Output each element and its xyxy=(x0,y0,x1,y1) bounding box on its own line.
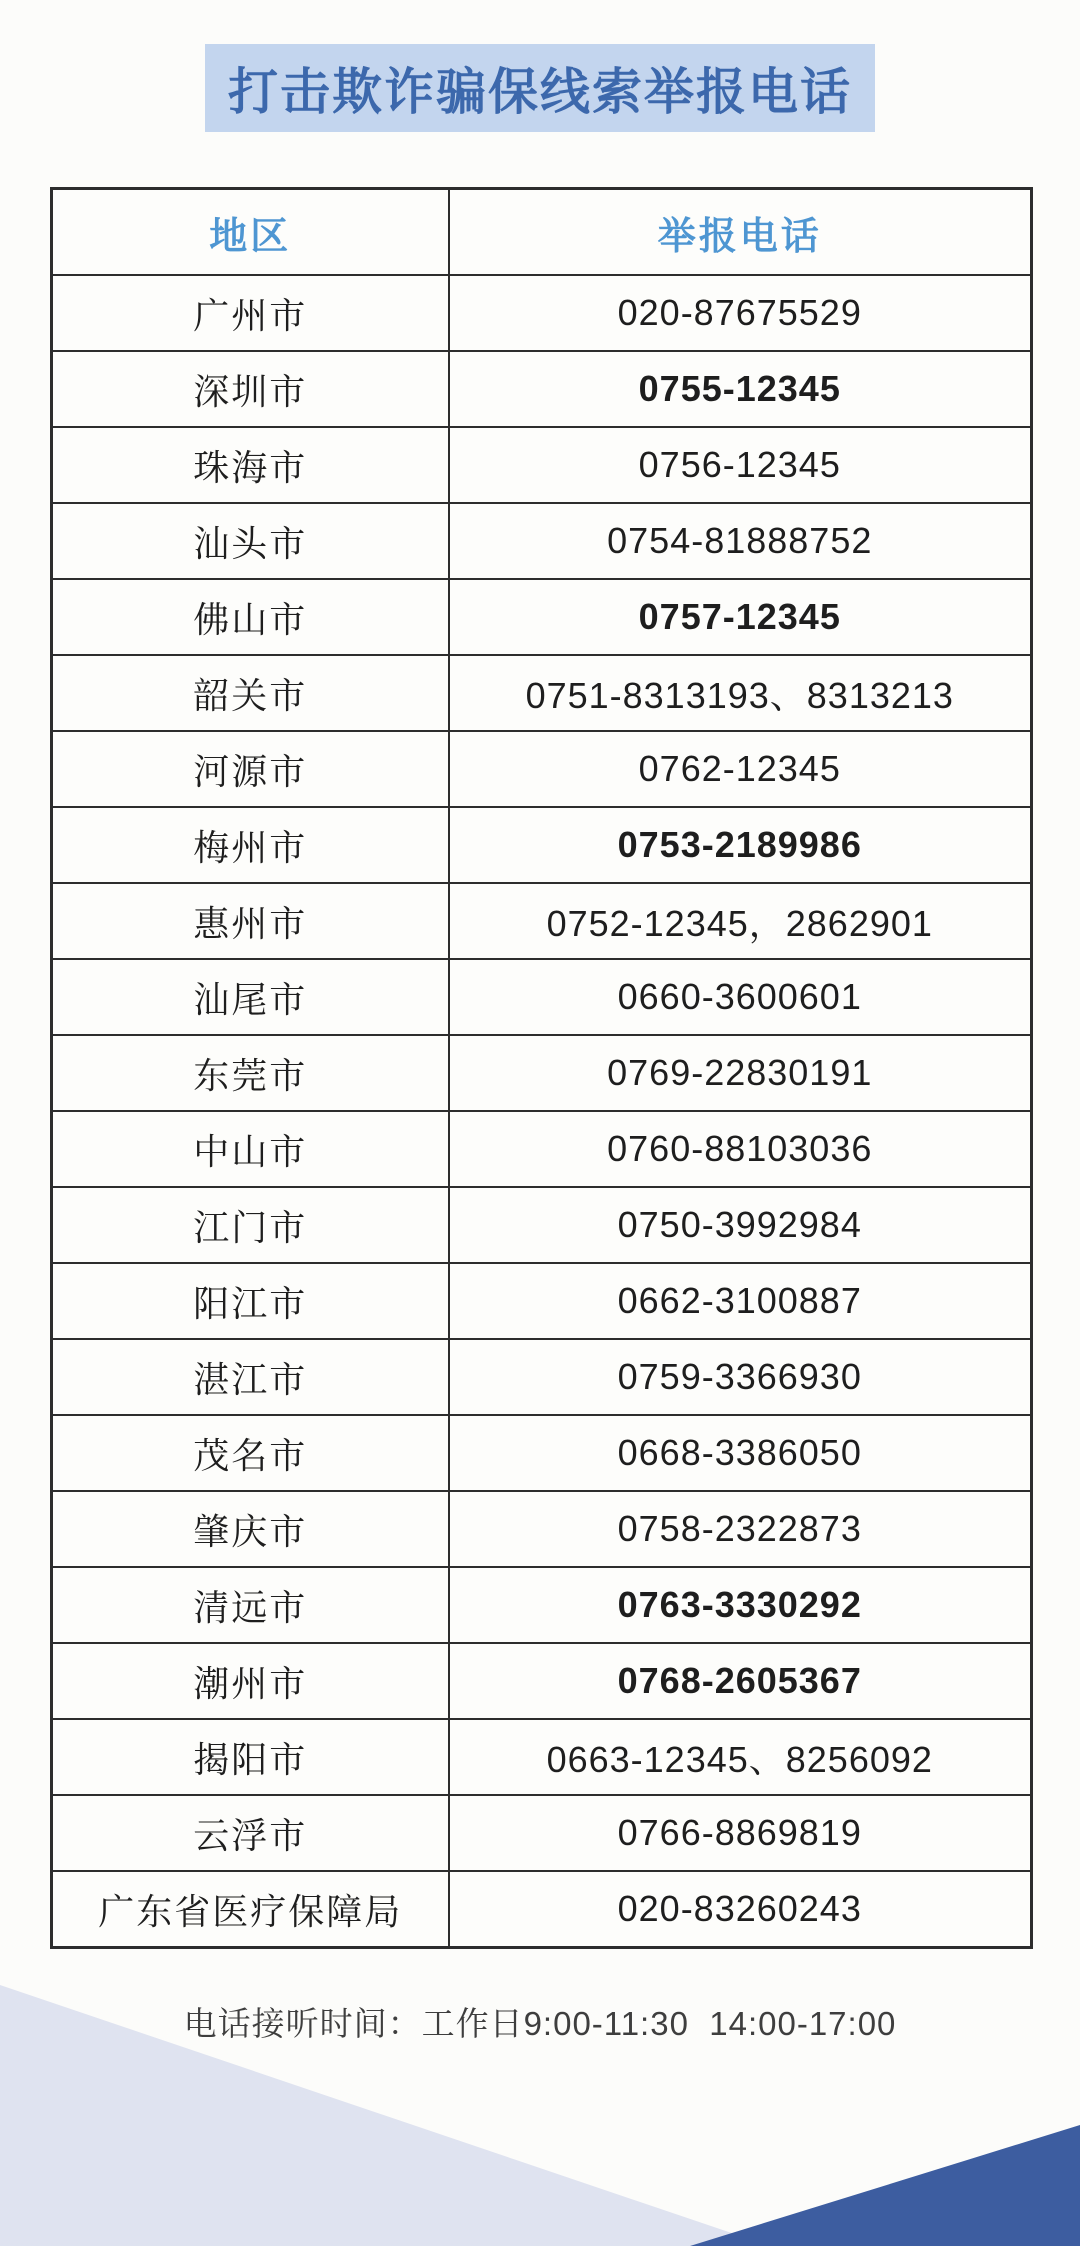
region-cell: 汕头市 xyxy=(52,503,449,579)
table-row xyxy=(52,1339,1032,1415)
phone-cell: 0769-22830191 xyxy=(449,1035,1032,1111)
table-row xyxy=(52,959,1032,1035)
header-row xyxy=(52,189,1032,276)
phone-cell: 020-83260243 xyxy=(449,1871,1032,1948)
phone-cell: 0763-3330292 xyxy=(449,1567,1032,1643)
phone-cell: 0752-12345，2862901 xyxy=(449,883,1032,959)
phone-cell: 0755-12345 xyxy=(449,351,1032,427)
phone-cell: 0663-12345、8256092 xyxy=(449,1719,1032,1795)
region-cell: 揭阳市 xyxy=(52,1719,449,1795)
table-row xyxy=(52,1415,1032,1491)
region-cell: 梅州市 xyxy=(52,807,449,883)
phone-cell: 0668-3386050 xyxy=(449,1415,1032,1491)
phone-cell: 0660-3600601 xyxy=(449,959,1032,1035)
region-cell: 汕尾市 xyxy=(52,959,449,1035)
region-cell: 河源市 xyxy=(52,731,449,807)
region-cell: 茂名市 xyxy=(52,1415,449,1491)
table-row xyxy=(52,1187,1032,1263)
table-row xyxy=(52,427,1032,503)
table-row xyxy=(52,579,1032,655)
region-cell: 广州市 xyxy=(52,275,449,351)
page-title-banner xyxy=(205,44,875,132)
table-row xyxy=(52,807,1032,883)
region-cell: 深圳市 xyxy=(52,351,449,427)
region-cell: 肇庆市 xyxy=(52,1491,449,1567)
region-cell: 佛山市 xyxy=(52,579,449,655)
table-row xyxy=(52,1567,1032,1643)
footer-note: 电话接听时间：工作日9:00-11:30 14:00-17:00 xyxy=(183,2005,897,2042)
phone-cell: 0758-2322873 xyxy=(449,1491,1032,1567)
table-row xyxy=(52,351,1032,427)
phone-cell: 0753-2189986 xyxy=(449,807,1032,883)
report-table xyxy=(50,187,1033,1949)
table-row xyxy=(52,1111,1032,1187)
header-cell-phone: 举报电话 xyxy=(449,189,1032,276)
page-title: 打击欺诈骗保线索举报电话 xyxy=(228,64,852,120)
region-cell: 惠州市 xyxy=(52,883,449,959)
table-row xyxy=(52,731,1032,807)
phone-cell: 0768-2605367 xyxy=(449,1643,1032,1719)
table-row xyxy=(52,1795,1032,1871)
table-row xyxy=(52,275,1032,351)
table-row xyxy=(52,1871,1032,1948)
table-row xyxy=(52,503,1032,579)
phone-cell: 0757-12345 xyxy=(449,579,1032,655)
table-row xyxy=(52,655,1032,731)
table-row xyxy=(52,1035,1032,1111)
phone-cell: 0662-3100887 xyxy=(449,1263,1032,1339)
phone-cell: 0759-3366930 xyxy=(449,1339,1032,1415)
region-cell: 潮州市 xyxy=(52,1643,449,1719)
phone-cell: 020-87675529 xyxy=(449,275,1032,351)
table-row xyxy=(52,1263,1032,1339)
region-cell: 湛江市 xyxy=(52,1339,449,1415)
phone-cell: 0760-88103036 xyxy=(449,1111,1032,1187)
region-cell: 珠海市 xyxy=(52,427,449,503)
region-cell: 中山市 xyxy=(52,1111,449,1187)
table-body xyxy=(52,275,1032,1948)
region-cell: 云浮市 xyxy=(52,1795,449,1871)
phone-cell: 0756-12345 xyxy=(449,427,1032,503)
bottom-right-triangle-decoration xyxy=(690,2125,1080,2246)
phone-cell: 0750-3992984 xyxy=(449,1187,1032,1263)
phone-cell: 0762-12345 xyxy=(449,731,1032,807)
region-cell: 清远市 xyxy=(52,1567,449,1643)
phone-cell: 0766-8869819 xyxy=(449,1795,1032,1871)
phone-cell: 0751-8313193、8313213 xyxy=(449,655,1032,731)
header-cell-region: 地区 xyxy=(52,189,449,276)
table-row xyxy=(52,883,1032,959)
table-row xyxy=(52,1643,1032,1719)
region-cell: 东莞市 xyxy=(52,1035,449,1111)
region-cell: 广东省医疗保障局 xyxy=(52,1871,449,1948)
region-cell: 阳江市 xyxy=(52,1263,449,1339)
region-cell: 韶关市 xyxy=(52,655,449,731)
phone-cell: 0754-81888752 xyxy=(449,503,1032,579)
region-cell: 江门市 xyxy=(52,1187,449,1263)
table-row xyxy=(52,1719,1032,1795)
table-row xyxy=(52,1491,1032,1567)
